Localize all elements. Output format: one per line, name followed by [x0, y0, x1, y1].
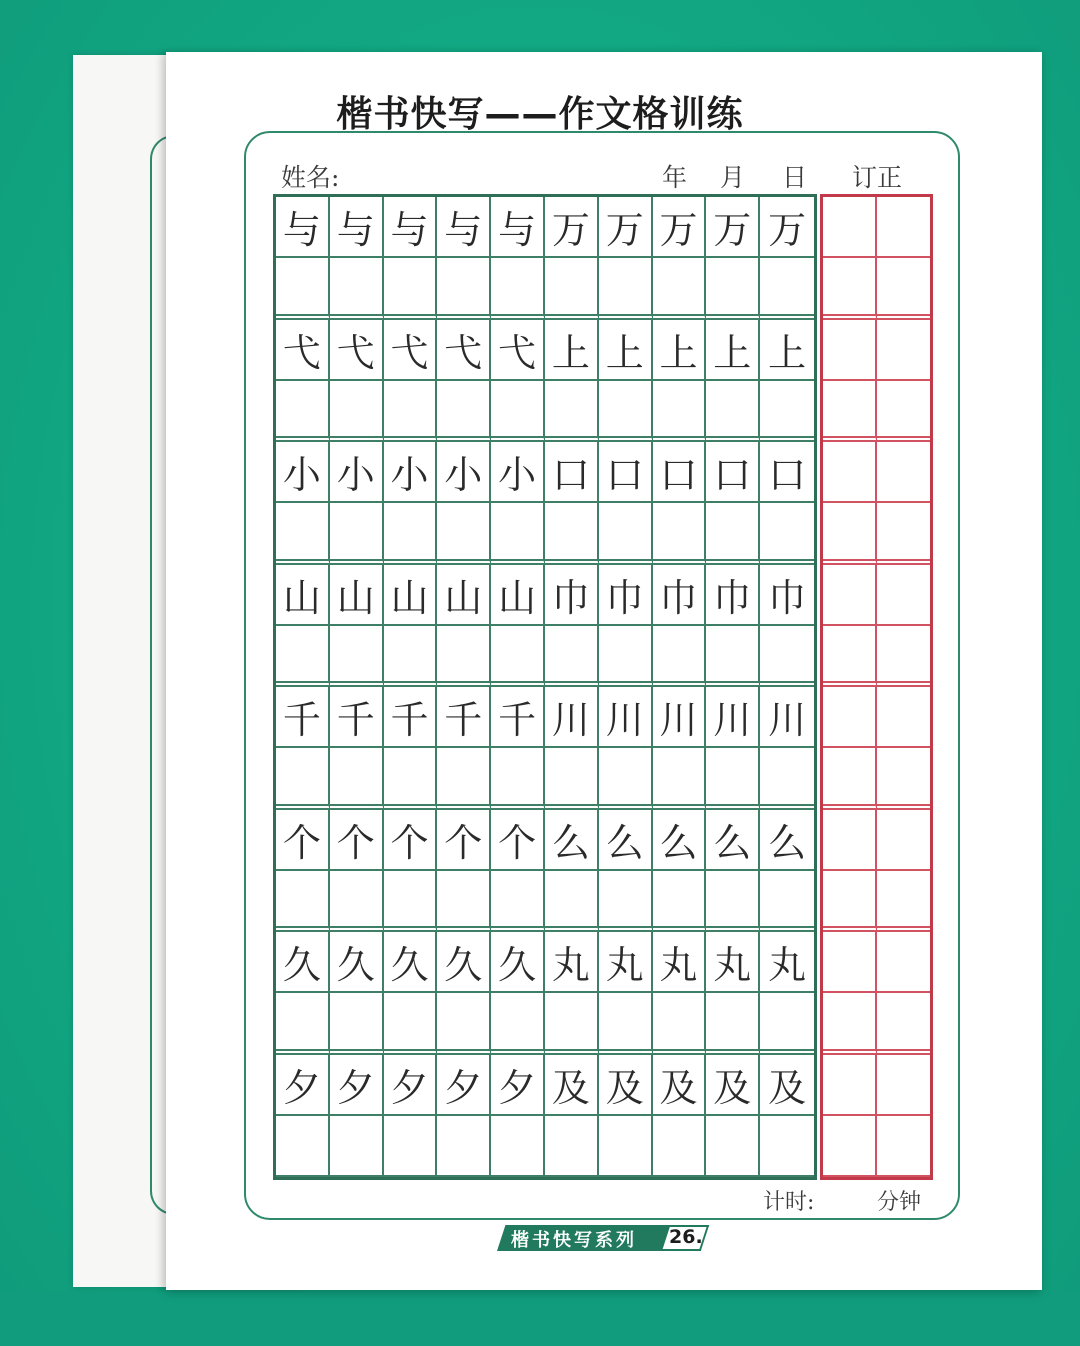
practice-empty-cell[interactable] — [760, 258, 814, 319]
practice-empty-cell[interactable] — [437, 503, 491, 564]
correction-cell[interactable] — [877, 565, 931, 626]
practice-empty-cell[interactable] — [653, 381, 707, 442]
practice-character-cell: 丸 — [760, 932, 814, 993]
practice-character-cell: 千 — [330, 687, 384, 748]
practice-character-cell: 口 — [760, 442, 814, 503]
practice-character-cell: 么 — [706, 810, 760, 871]
practice-empty-cell[interactable] — [706, 503, 760, 564]
practice-empty-cell[interactable] — [545, 871, 599, 932]
correction-grid — [820, 194, 933, 1180]
practice-empty-cell[interactable] — [330, 871, 384, 932]
practice-character-cell: 山 — [437, 565, 491, 626]
practice-character-cell: 万 — [760, 197, 814, 258]
practice-character-cell: 上 — [653, 320, 707, 381]
correction-cell[interactable] — [877, 503, 931, 564]
practice-empty-cell[interactable] — [384, 381, 438, 442]
practice-character-cell: 弋 — [437, 320, 491, 381]
practice-character-cell: 万 — [706, 197, 760, 258]
practice-character-cell: 上 — [599, 320, 653, 381]
practice-character-cell: 丸 — [599, 932, 653, 993]
practice-empty-cell[interactable] — [384, 993, 438, 1054]
practice-character-cell: 与 — [330, 197, 384, 258]
practice-character-cell: 及 — [545, 1055, 599, 1116]
practice-empty-cell[interactable] — [653, 503, 707, 564]
correction-cell[interactable] — [877, 687, 931, 748]
practice-empty-cell[interactable] — [760, 748, 814, 809]
practice-empty-cell[interactable] — [276, 381, 330, 442]
practice-empty-cell[interactable] — [491, 871, 545, 932]
practice-character-cell: 久 — [437, 932, 491, 993]
practice-empty-cell[interactable] — [653, 258, 707, 319]
practice-empty-cell[interactable] — [706, 748, 760, 809]
practice-empty-cell[interactable] — [653, 1116, 707, 1177]
correction-cell[interactable] — [877, 993, 931, 1054]
practice-empty-cell[interactable] — [437, 993, 491, 1054]
practice-character-cell: 丸 — [653, 932, 707, 993]
correction-cell[interactable] — [823, 626, 877, 687]
practice-character-cell: 弋 — [330, 320, 384, 381]
practice-empty-cell[interactable] — [276, 626, 330, 687]
practice-empty-cell[interactable] — [760, 993, 814, 1054]
practice-empty-cell[interactable] — [545, 381, 599, 442]
practice-character-cell: 巾 — [653, 565, 707, 626]
correction-cell[interactable] — [877, 258, 931, 319]
correction-cell[interactable] — [823, 993, 877, 1054]
correction-cell[interactable] — [823, 258, 877, 319]
practice-empty-cell[interactable] — [330, 748, 384, 809]
name-label: 姓名: — [281, 163, 340, 192]
practice-empty-cell[interactable] — [599, 626, 653, 687]
practice-character-cell: 个 — [330, 810, 384, 871]
practice-empty-cell[interactable] — [545, 503, 599, 564]
month-label: 月 — [720, 163, 746, 192]
practice-empty-cell[interactable] — [653, 871, 707, 932]
correction-cell[interactable] — [877, 442, 931, 503]
practice-empty-cell[interactable] — [437, 1116, 491, 1177]
correction-cell[interactable] — [823, 503, 877, 564]
practice-character-cell: 与 — [437, 197, 491, 258]
practice-empty-cell[interactable] — [706, 258, 760, 319]
practice-character-cell: 川 — [545, 687, 599, 748]
page-title: 楷书快写——作文格训练 — [336, 94, 744, 135]
practice-character-cell: 夕 — [330, 1055, 384, 1116]
day-label: 日 — [782, 163, 808, 192]
practice-empty-cell[interactable] — [276, 258, 330, 319]
practice-character-cell: 万 — [545, 197, 599, 258]
practice-character-cell: 及 — [706, 1055, 760, 1116]
practice-empty-cell[interactable] — [276, 1116, 330, 1177]
practice-character-cell: 个 — [384, 810, 438, 871]
practice-character-cell: 口 — [599, 442, 653, 503]
practice-character-cell: 么 — [545, 810, 599, 871]
practice-character-cell: 与 — [276, 197, 330, 258]
practice-character-cell: 上 — [706, 320, 760, 381]
series-label: 楷书快写系列 — [511, 1230, 637, 1251]
correction-cell[interactable] — [823, 810, 877, 871]
correction-cell[interactable] — [823, 197, 877, 258]
practice-character-cell: 与 — [384, 197, 438, 258]
practice-empty-cell[interactable] — [599, 748, 653, 809]
practice-character-cell: 个 — [491, 810, 545, 871]
practice-character-cell: 上 — [760, 320, 814, 381]
practice-empty-cell[interactable] — [599, 503, 653, 564]
practice-empty-cell[interactable] — [760, 871, 814, 932]
practice-character-cell: 巾 — [760, 565, 814, 626]
practice-empty-cell[interactable] — [491, 748, 545, 809]
practice-character-cell: 口 — [653, 442, 707, 503]
series-badge — [497, 1225, 712, 1251]
practice-empty-cell[interactable] — [384, 748, 438, 809]
correction-cell[interactable] — [823, 932, 877, 993]
correction-cell[interactable] — [823, 748, 877, 809]
practice-empty-cell[interactable] — [384, 258, 438, 319]
practice-character-cell: 山 — [276, 565, 330, 626]
practice-empty-cell[interactable] — [599, 1116, 653, 1177]
practice-character-cell: 川 — [599, 687, 653, 748]
practice-empty-cell[interactable] — [384, 871, 438, 932]
practice-character-cell: 个 — [437, 810, 491, 871]
practice-empty-cell[interactable] — [437, 871, 491, 932]
correction-cell[interactable] — [823, 1055, 877, 1116]
floor-shadow — [0, 1290, 1080, 1346]
practice-empty-cell[interactable] — [545, 748, 599, 809]
practice-empty-cell[interactable] — [491, 381, 545, 442]
practice-character-cell: 山 — [491, 565, 545, 626]
correction-cell[interactable] — [877, 748, 931, 809]
correction-cell[interactable] — [877, 381, 931, 442]
practice-character-cell: 千 — [276, 687, 330, 748]
correction-cell[interactable] — [877, 1116, 931, 1177]
practice-character-cell: 久 — [276, 932, 330, 993]
practice-character-cell: 弋 — [276, 320, 330, 381]
practice-character-cell: 丸 — [706, 932, 760, 993]
practice-character-cell: 及 — [760, 1055, 814, 1116]
practice-character-cell: 丸 — [545, 932, 599, 993]
practice-empty-cell[interactable] — [706, 993, 760, 1054]
correction-cell[interactable] — [877, 626, 931, 687]
practice-character-cell: 弋 — [491, 320, 545, 381]
practice-character-cell: 夕 — [437, 1055, 491, 1116]
practice-empty-cell[interactable] — [706, 626, 760, 687]
practice-character-cell: 川 — [653, 687, 707, 748]
practice-empty-cell[interactable] — [330, 381, 384, 442]
correction-cell[interactable] — [877, 1055, 931, 1116]
practice-empty-cell[interactable] — [760, 626, 814, 687]
practice-empty-cell[interactable] — [437, 381, 491, 442]
practice-empty-cell[interactable] — [330, 993, 384, 1054]
correction-cell[interactable] — [877, 810, 931, 871]
correction-label: 订正 — [852, 163, 903, 192]
practice-character-cell: 么 — [599, 810, 653, 871]
practice-character-cell: 夕 — [276, 1055, 330, 1116]
practice-empty-cell[interactable] — [653, 626, 707, 687]
practice-empty-cell[interactable] — [330, 258, 384, 319]
practice-empty-cell[interactable] — [384, 503, 438, 564]
practice-character-cell: 及 — [599, 1055, 653, 1116]
practice-character-cell: 小 — [276, 442, 330, 503]
correction-cell[interactable] — [823, 871, 877, 932]
practice-character-cell: 小 — [437, 442, 491, 503]
practice-character-cell: 上 — [545, 320, 599, 381]
practice-empty-cell[interactable] — [330, 626, 384, 687]
practice-character-cell: 么 — [760, 810, 814, 871]
practice-character-cell: 小 — [330, 442, 384, 503]
page-number: 26. — [669, 1226, 703, 1248]
correction-cell[interactable] — [877, 871, 931, 932]
practice-character-cell: 及 — [653, 1055, 707, 1116]
practice-empty-cell[interactable] — [276, 993, 330, 1054]
correction-cell[interactable] — [877, 197, 931, 258]
practice-character-cell: 巾 — [545, 565, 599, 626]
practice-character-cell: 万 — [653, 197, 707, 258]
minutes-label: 分钟 — [877, 1190, 922, 1215]
practice-character-cell: 弋 — [384, 320, 438, 381]
practice-empty-cell[interactable] — [491, 1116, 545, 1177]
practice-character-cell: 么 — [653, 810, 707, 871]
practice-character-cell: 山 — [384, 565, 438, 626]
correction-cell[interactable] — [823, 381, 877, 442]
practice-empty-cell[interactable] — [760, 1116, 814, 1177]
practice-character-cell: 小 — [491, 442, 545, 503]
correction-cell[interactable] — [823, 442, 877, 503]
practice-empty-cell[interactable] — [330, 1116, 384, 1177]
practice-empty-cell[interactable] — [706, 871, 760, 932]
practice-character-cell: 山 — [330, 565, 384, 626]
practice-character-cell: 个 — [276, 810, 330, 871]
practice-empty-cell[interactable] — [491, 626, 545, 687]
practice-character-cell: 巾 — [706, 565, 760, 626]
practice-empty-cell[interactable] — [706, 381, 760, 442]
practice-empty-cell[interactable] — [330, 503, 384, 564]
practice-character-cell: 千 — [384, 687, 438, 748]
practice-character-cell: 小 — [384, 442, 438, 503]
practice-character-cell: 夕 — [384, 1055, 438, 1116]
correction-cell[interactable] — [877, 320, 931, 381]
practice-character-cell: 千 — [437, 687, 491, 748]
correction-cell[interactable] — [877, 932, 931, 993]
practice-empty-cell[interactable] — [276, 503, 330, 564]
practice-empty-cell[interactable] — [545, 258, 599, 319]
practice-character-cell: 夕 — [491, 1055, 545, 1116]
correction-cell[interactable] — [823, 687, 877, 748]
practice-grid — [273, 194, 817, 1180]
practice-empty-cell[interactable] — [384, 1116, 438, 1177]
practice-empty-cell[interactable] — [384, 626, 438, 687]
practice-character-cell: 川 — [760, 687, 814, 748]
practice-empty-cell[interactable] — [545, 993, 599, 1054]
practice-empty-cell[interactable] — [545, 1116, 599, 1177]
practice-character-cell: 千 — [491, 687, 545, 748]
practice-empty-cell[interactable] — [760, 503, 814, 564]
practice-empty-cell[interactable] — [276, 871, 330, 932]
practice-character-cell: 久 — [330, 932, 384, 993]
timer-label: 计时: — [763, 1190, 815, 1215]
practice-character-cell: 久 — [491, 932, 545, 993]
practice-empty-cell[interactable] — [760, 381, 814, 442]
practice-character-cell: 口 — [706, 442, 760, 503]
practice-character-cell: 与 — [491, 197, 545, 258]
practice-empty-cell[interactable] — [653, 748, 707, 809]
practice-empty-cell[interactable] — [706, 1116, 760, 1177]
practice-empty-cell[interactable] — [545, 626, 599, 687]
practice-empty-cell[interactable] — [599, 258, 653, 319]
correction-cell[interactable] — [823, 320, 877, 381]
practice-character-cell: 川 — [706, 687, 760, 748]
practice-empty-cell[interactable] — [437, 258, 491, 319]
practice-empty-cell[interactable] — [276, 748, 330, 809]
practice-empty-cell[interactable] — [437, 626, 491, 687]
practice-empty-cell[interactable] — [653, 993, 707, 1054]
practice-empty-cell[interactable] — [599, 381, 653, 442]
practice-empty-cell[interactable] — [491, 258, 545, 319]
practice-empty-cell[interactable] — [599, 871, 653, 932]
year-label: 年 — [662, 163, 688, 192]
practice-character-cell: 巾 — [599, 565, 653, 626]
practice-empty-cell[interactable] — [491, 993, 545, 1054]
practice-character-cell: 口 — [545, 442, 599, 503]
practice-empty-cell[interactable] — [491, 503, 545, 564]
correction-cell[interactable] — [823, 565, 877, 626]
correction-cell[interactable] — [823, 1116, 877, 1177]
practice-empty-cell[interactable] — [599, 993, 653, 1054]
practice-empty-cell[interactable] — [437, 748, 491, 809]
practice-character-cell: 万 — [599, 197, 653, 258]
practice-character-cell: 久 — [384, 932, 438, 993]
